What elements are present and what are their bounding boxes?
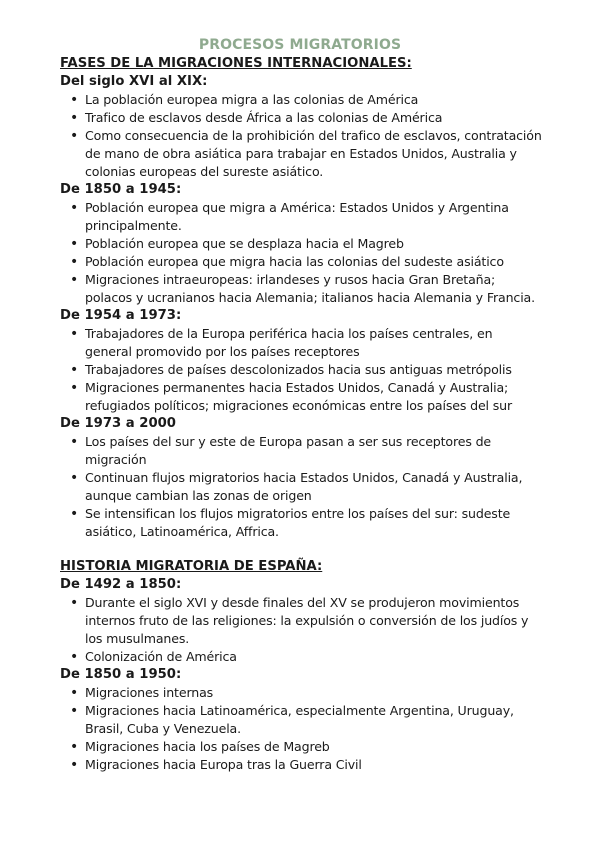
bullet-list xyxy=(60,684,542,774)
bullet-list xyxy=(60,325,542,415)
list-item: • Trabajadores de la Europa periférica hacia los países centrales, en general promovido por los países receptores xyxy=(60,325,542,361)
list-item: • Población europea que se desplaza hacia el Magreb xyxy=(60,235,542,253)
list-item: • Migraciones hacia Latinoamérica, especialmente Argentina, Uruguay, Brasil, Cuba y Venezuela. xyxy=(60,702,542,738)
list-item: • Migraciones hacia Europa tras la Guerra Civil xyxy=(60,756,542,774)
page-title: PROCESOS MIGRATORIOS xyxy=(198,37,402,53)
list-item: • Trafico de esclavos desde África a las colonias de América xyxy=(60,109,542,127)
bullet-list xyxy=(60,199,542,307)
list-item: • Población europea que migra a América: Estados Unidos y Argentina principalmente. xyxy=(60,199,542,235)
section-heading-spain: HISTORIA MIGRATORIA DE ESPAÑA: xyxy=(60,559,323,574)
list-item: • Migraciones internas xyxy=(60,684,542,702)
list-item: • Trabajadores de países descolonizados hacia sus antiguas metrópolis xyxy=(60,361,542,379)
bullet-list xyxy=(60,433,542,541)
list-item: • Colonización de América xyxy=(60,648,542,666)
period-heading: De 1850 a 1950: xyxy=(60,667,182,682)
list-item: • La población europea migra a las colonias de América xyxy=(60,91,542,109)
bullet-list xyxy=(60,91,542,181)
period-heading: Del siglo XVI al XIX: xyxy=(60,74,208,89)
list-item: • Migraciones permanentes hacia Estados Unidos, Canadá y Australia; refugiados políticos; migraciones económicas entre los países del sur xyxy=(60,379,542,415)
list-item: • Los países del sur y este de Europa pasan a ser sus receptores de migración xyxy=(60,433,542,469)
period-heading: De 1954 a 1973: xyxy=(60,308,182,323)
bullet-list xyxy=(60,594,542,666)
list-item: • Como consecuencia de la prohibición del trafico de esclavos, contratación de mano de obra asiática para trabajar en Estados Unidos, Australia y colonias europeas del sureste asiático. xyxy=(60,127,542,181)
list-item: • Migraciones hacia los países de Magreb xyxy=(60,738,542,756)
list-item: • Migraciones intraeuropeas: irlandeses y rusos hacia Gran Bretaña; polacos y ucranianos hacia Alemania; italianos hacia Alemania y Francia. xyxy=(60,271,542,307)
list-item: • Se intensifican los flujos migratorios entre los países del sur: sudeste asiático, Latinoamérica, Affrica. xyxy=(60,505,542,541)
section-spacer xyxy=(60,541,542,558)
section-heading-international: FASES DE LA MIGRACIONES INTERNACIONALES: xyxy=(60,56,412,71)
period-heading: De 1492 a 1850: xyxy=(60,577,182,592)
period-heading: De 1973 a 2000 xyxy=(60,416,176,431)
list-item: • Población europea que migra hacia las colonias del sudeste asiático xyxy=(60,253,542,271)
document-body xyxy=(60,55,542,774)
period-heading: De 1850 a 1945: xyxy=(60,182,182,197)
list-item: • Continuan flujos migratorios hacia Estados Unidos, Canadá y Australia, aunque cambian las zonas de origen xyxy=(60,469,542,505)
list-item: • Durante el siglo XVI y desde finales del XV se produjeron movimientos internos fruto de las religiones: la expulsión o conversión de los judíos y los musulmanes. xyxy=(60,594,542,648)
